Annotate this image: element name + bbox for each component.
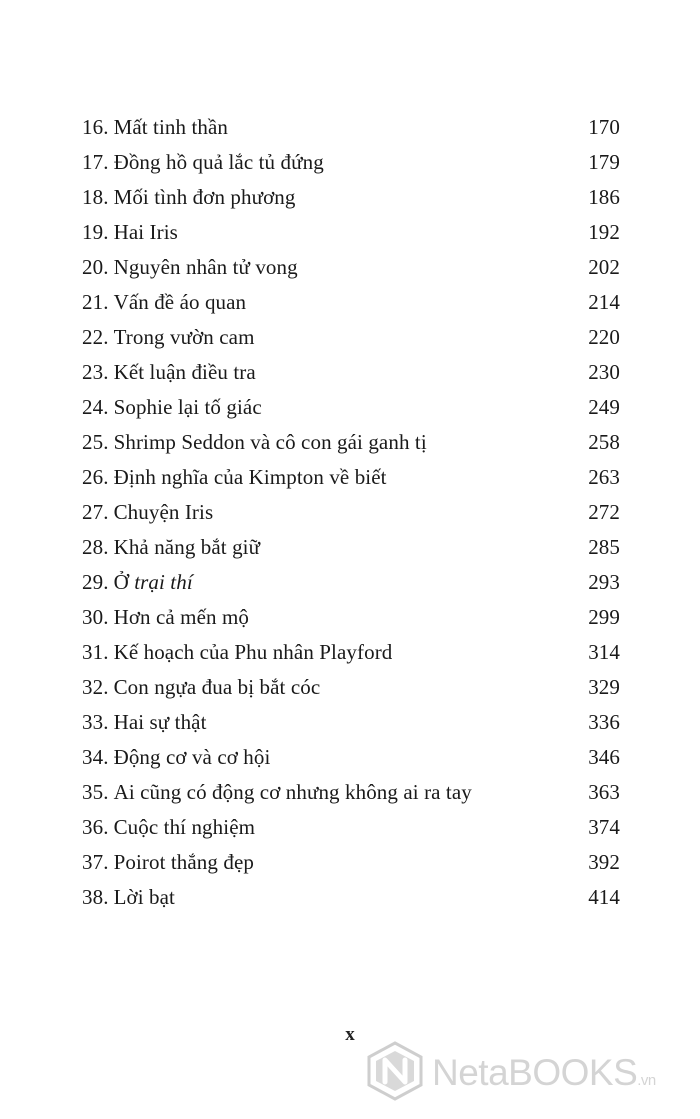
toc-entry-text: Mất tinh thần [113, 115, 229, 139]
toc-entry [82, 182, 620, 212]
toc-entry [82, 217, 620, 247]
toc-entry [82, 287, 620, 317]
toc-entry-number: 23. [82, 360, 109, 384]
toc-entry-number: 18. [82, 185, 109, 209]
toc-entry-page: 202 [588, 255, 620, 279]
toc-entry-title [82, 637, 392, 667]
toc-entry [82, 847, 620, 877]
toc-entry-text: Poirot thắng đẹp [113, 850, 254, 874]
toc-entry-page: 230 [588, 360, 620, 384]
toc-entry [82, 392, 620, 422]
toc-entry-title [82, 532, 260, 562]
toc-entry [82, 637, 620, 667]
toc-entry-number: 16. [82, 115, 109, 139]
toc-entry [82, 742, 620, 772]
toc-entry [82, 112, 620, 142]
toc-entry [82, 532, 620, 562]
toc-entry-title [82, 392, 262, 422]
toc-entry-title [82, 567, 193, 597]
watermark-text [432, 1052, 656, 1094]
toc-entry-number: 25. [82, 430, 109, 454]
toc-entry-number: 20. [82, 255, 109, 279]
toc-entry-text: Cuộc thí nghiệm [113, 815, 256, 839]
toc-entry [82, 707, 620, 737]
toc-entry-page: 336 [588, 710, 620, 734]
watermark [366, 1043, 656, 1103]
toc-entry-text: Khả năng bắt giữ [113, 535, 261, 559]
toc-entry [82, 602, 620, 632]
toc-entry-number: 38. [82, 885, 109, 909]
watermark-brand: NetaBOOKS [432, 1052, 638, 1093]
toc-entry-number: 34. [82, 745, 109, 769]
toc-entry-page: 272 [588, 500, 620, 524]
toc-entry-text: Kết luận điều tra [113, 360, 256, 384]
toc-entry-text: Ai cũng có động cơ nhưng không ai ra tay [113, 780, 472, 804]
toc-entry-text: Hai Iris [113, 220, 178, 244]
toc-entry-number: 26. [82, 465, 109, 489]
toc-entry-title [82, 462, 387, 492]
toc-entry-title [82, 812, 255, 842]
toc-entry-text: Đồng hồ quả lắc tủ đứng [113, 150, 324, 174]
toc-entry-title [82, 357, 256, 387]
toc-entry-number: 24. [82, 395, 109, 419]
toc-entry-page: 374 [588, 815, 620, 839]
toc-entry-number: 19. [82, 220, 109, 244]
toc-entry-title [82, 182, 295, 212]
toc-entry-number: 17. [82, 150, 109, 174]
toc-entry [82, 147, 620, 177]
toc-entry-number: 35. [82, 780, 109, 804]
toc-entry-title [82, 112, 228, 142]
toc-entry-text: Hơn cả mến mộ [113, 605, 250, 629]
toc-entry [82, 497, 620, 527]
toc-entry-page: 186 [588, 185, 620, 209]
toc-entry-title [82, 322, 255, 352]
neta-logo-icon [366, 1041, 424, 1106]
toc-entry-page: 414 [588, 885, 620, 909]
toc-entry-page: 329 [588, 675, 620, 699]
toc-entry-text: Sophie lại tố giác [113, 395, 262, 419]
toc-entry-text-prefix: Ở [113, 570, 135, 594]
toc-entry-page: 363 [588, 780, 620, 804]
toc-entry-number: 30. [82, 605, 109, 629]
toc-entry [82, 777, 620, 807]
toc-entry [82, 672, 620, 702]
toc-entry-title [82, 287, 246, 317]
toc-entry-text: Mối tình đơn phương [113, 185, 296, 209]
toc-entry-page: 192 [588, 220, 620, 244]
toc-entry-text: Trong vườn cam [113, 325, 255, 349]
toc-entry-page: 220 [588, 325, 620, 349]
toc-entry-title [82, 427, 427, 457]
toc-entry-title [82, 252, 298, 282]
toc-entry-text: Chuyện Iris [113, 500, 214, 524]
toc-entry-page: 314 [588, 640, 620, 664]
toc-entry [82, 812, 620, 842]
toc-entry-number: 36. [82, 815, 109, 839]
toc-entry-page: 214 [588, 290, 620, 314]
toc-entry-title [82, 147, 324, 177]
toc-entry-number: 21. [82, 290, 109, 314]
toc-entry-text: Lời bạt [113, 885, 175, 909]
toc-entry-number: 32. [82, 675, 109, 699]
toc-entry-title [82, 707, 207, 737]
toc-entry-number: 33. [82, 710, 109, 734]
toc-entry-title [82, 882, 175, 912]
toc-entry [82, 462, 620, 492]
toc-entry-number: 29. [82, 570, 109, 594]
toc-entry-number: 28. [82, 535, 109, 559]
toc-entry-title [82, 217, 178, 247]
toc-entry-number: 22. [82, 325, 109, 349]
toc-entry-text: Hai sự thật [113, 710, 207, 734]
toc-entry-text: Vấn đề áo quan [113, 290, 247, 314]
toc-entry [82, 357, 620, 387]
toc-entry-page: 346 [588, 745, 620, 769]
toc-entry-text: Động cơ và cơ hội [113, 745, 271, 769]
toc-entry [82, 427, 620, 457]
watermark-suffix: .vn [637, 1072, 656, 1089]
toc-entry-number: 37. [82, 850, 109, 874]
toc-entry [82, 322, 620, 352]
toc-entry-page: 179 [588, 150, 620, 174]
toc-entry-text-italic: trại thí [134, 570, 193, 594]
toc-entry-page: 285 [588, 535, 620, 559]
toc-entry-page: 392 [588, 850, 620, 874]
toc-entry [82, 882, 620, 912]
toc-entry-title [82, 847, 254, 877]
toc-entry [82, 567, 620, 597]
toc-entry-title [82, 497, 213, 527]
toc-entry-page: 263 [588, 465, 620, 489]
toc-entry-title [82, 602, 249, 632]
toc-entry-page: 293 [588, 570, 620, 594]
toc-entry-text: Định nghĩa của Kimpton về biết [113, 465, 387, 489]
toc-entry [82, 252, 620, 282]
toc-entry-number: 31. [82, 640, 109, 664]
toc-entry-page: 299 [588, 605, 620, 629]
toc-entry-text: Kế hoạch của Phu nhân Playford [113, 640, 393, 664]
toc-entry-page: 170 [588, 115, 620, 139]
toc-entry-title [82, 672, 320, 702]
page-number: x [345, 1024, 355, 1045]
toc-entry-title [82, 742, 270, 772]
toc-entry-text: Shrimp Seddon và cô con gái ganh tị [113, 430, 427, 454]
toc-entry-text: Con ngựa đua bị bắt cóc [113, 675, 321, 699]
toc-entry-page: 249 [588, 395, 620, 419]
toc-entry-text: Nguyên nhân tử vong [113, 255, 298, 279]
toc-entry-title [82, 777, 472, 807]
toc-entry-number: 27. [82, 500, 109, 524]
toc-entry-page: 258 [588, 430, 620, 454]
